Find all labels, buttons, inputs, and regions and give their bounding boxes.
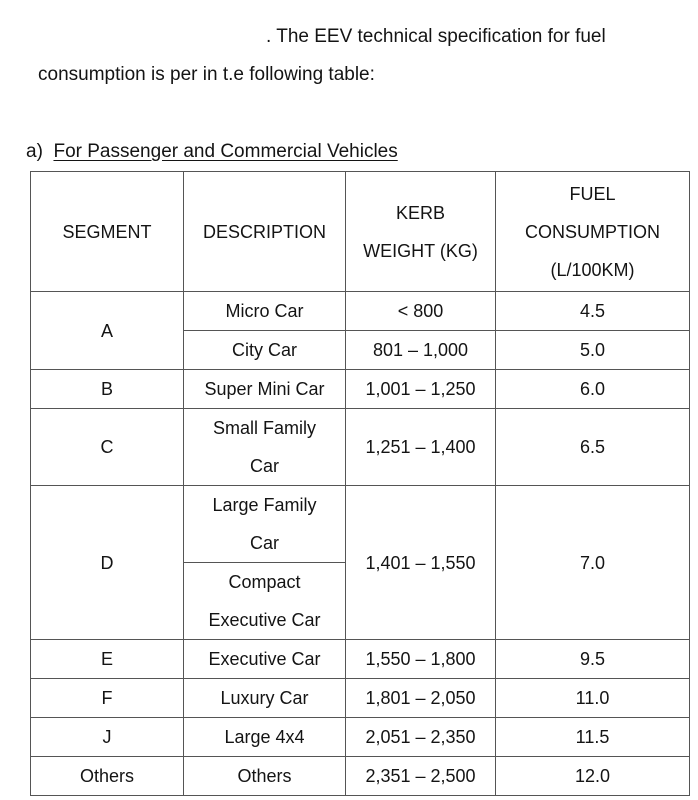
header-kerb-weight (346, 172, 496, 292)
heading-prefix: a) (26, 141, 43, 162)
description-cell: City Car (184, 331, 346, 370)
fuel-cell: 9.5 (496, 640, 690, 679)
header-kerb-line-2: WEIGHT (KG) (363, 240, 478, 261)
header-fuel-line-3: (L/100KM) (550, 259, 635, 280)
segment-cell: A (31, 292, 184, 370)
fuel-cell: 6.5 (496, 409, 690, 486)
description-line-2: Executive Car (208, 610, 321, 630)
segment-cell: E (31, 640, 184, 679)
header-description: DESCRIPTION (184, 172, 346, 292)
description-cell: Others (184, 757, 346, 796)
segment-cell: J (31, 718, 184, 757)
intro-line-2: consumption is per in t.e following table: (38, 64, 375, 85)
heading-title: For Passenger and Commercial Vehicles (53, 141, 398, 162)
description-line-1: Compact (228, 572, 301, 592)
kerb-cell: 801 – 1,000 (346, 331, 496, 370)
kerb-cell: 1,550 – 1,800 (346, 640, 496, 679)
table-row (31, 718, 690, 757)
table-row (31, 679, 690, 718)
description-cell: Micro Car (184, 292, 346, 331)
description-cell: Luxury Car (184, 679, 346, 718)
table-row (31, 486, 690, 563)
segment-cell: D (31, 486, 184, 640)
intro-line-1: . The EEV technical specification for fuel (266, 26, 606, 47)
table-row (31, 292, 690, 331)
header-kerb-line-1: KERB (395, 202, 446, 223)
description-line-1: Small Family (212, 418, 316, 438)
fuel-cell: 11.0 (496, 679, 690, 718)
segment-cell: C (31, 409, 184, 486)
fuel-cell: 12.0 (496, 757, 690, 796)
header-fuel-consumption (496, 172, 690, 292)
kerb-cell: 1,801 – 2,050 (346, 679, 496, 718)
table-row (31, 640, 690, 679)
description-cell (184, 486, 346, 563)
fuel-cell: 5.0 (496, 331, 690, 370)
table-row (31, 370, 690, 409)
segment-cell: B (31, 370, 184, 409)
description-cell: Executive Car (184, 640, 346, 679)
fuel-cell: 4.5 (496, 292, 690, 331)
fuel-cell: 11.5 (496, 718, 690, 757)
header-segment: SEGMENT (31, 172, 184, 292)
header-fuel-line-2: CONSUMPTION (525, 221, 660, 242)
segment-cell: Others (31, 757, 184, 796)
kerb-cell: 1,001 – 1,250 (346, 370, 496, 409)
description-line-1: Large Family (212, 495, 317, 515)
description-cell (184, 563, 346, 640)
fuel-consumption-table (30, 171, 690, 796)
kerb-cell: 2,051 – 2,350 (346, 718, 496, 757)
kerb-cell: 2,351 – 2,500 (346, 757, 496, 796)
kerb-cell: < 800 (346, 292, 496, 331)
header-fuel-line-1: FUEL (569, 183, 616, 204)
kerb-cell: 1,401 – 1,550 (346, 486, 496, 640)
table-header-row (31, 172, 690, 292)
table-row (31, 757, 690, 796)
description-cell: Super Mini Car (184, 370, 346, 409)
description-line-2: Car (249, 456, 279, 476)
table-row (31, 409, 690, 486)
segment-cell: F (31, 679, 184, 718)
kerb-cell: 1,251 – 1,400 (346, 409, 496, 486)
fuel-cell: 6.0 (496, 370, 690, 409)
description-line-2: Car (249, 533, 279, 553)
fuel-cell: 7.0 (496, 486, 690, 640)
section-heading (26, 141, 398, 163)
description-cell: Large 4x4 (184, 718, 346, 757)
description-cell (184, 409, 346, 486)
